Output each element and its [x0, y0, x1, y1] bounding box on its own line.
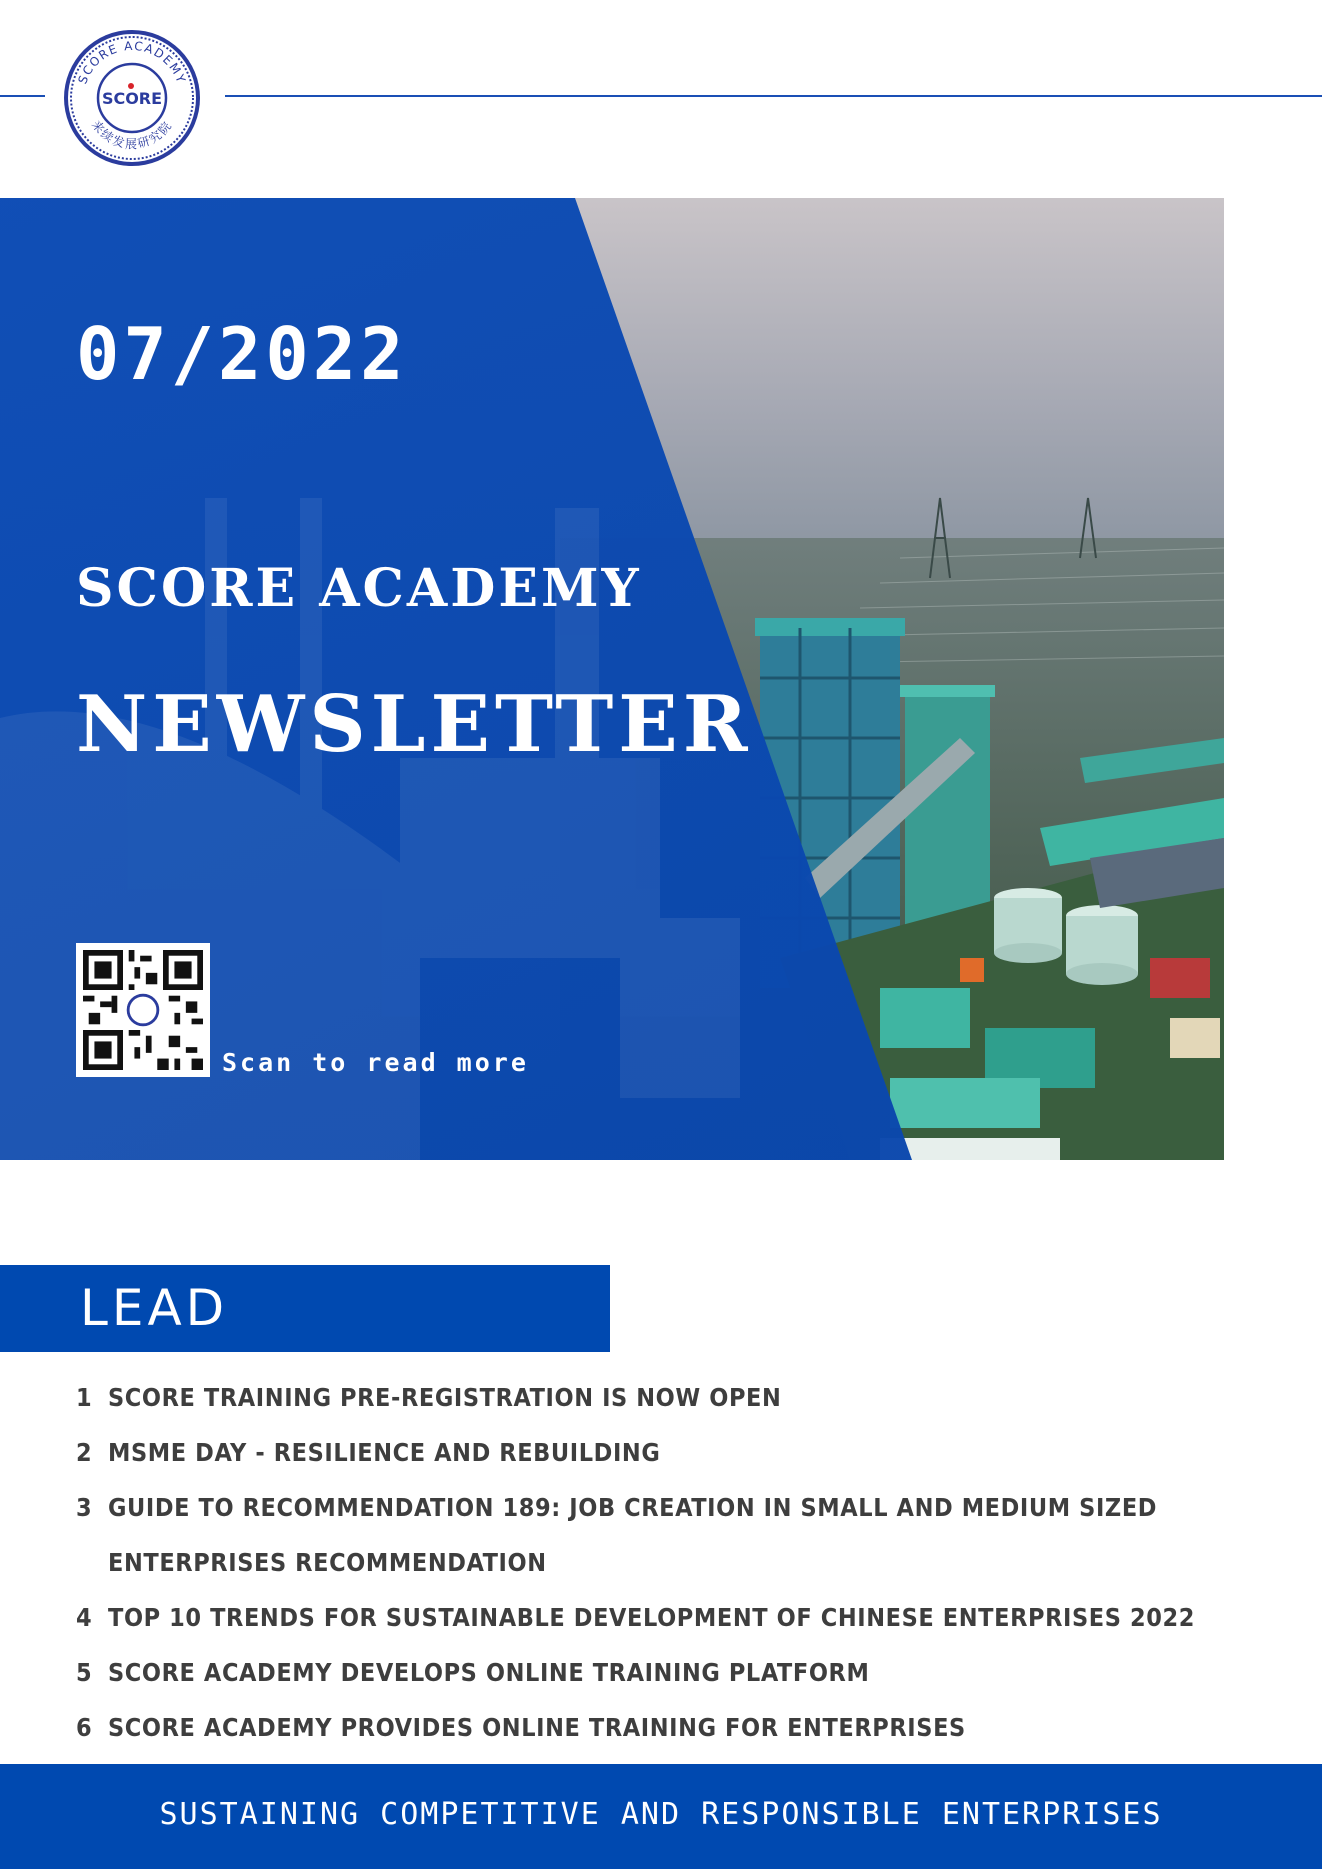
footer-banner: [0, 1764, 1322, 1869]
lead-item-3[interactable]: [76, 1480, 1286, 1590]
lead-item-6[interactable]: [76, 1700, 1286, 1755]
lead-item-number: 3: [76, 1493, 93, 1522]
hero-banner: [0, 198, 1224, 1160]
issue-date: 07/2022: [76, 312, 408, 396]
header-rule-left: [0, 95, 45, 97]
logo-ring-text: SCORE ACADEMY: [75, 38, 189, 86]
lead-item-5[interactable]: [76, 1645, 1286, 1700]
qr-code[interactable]: [76, 943, 210, 1077]
lead-item-2[interactable]: [76, 1425, 1286, 1480]
scan-to-read-text: Scan to read more: [222, 1048, 529, 1077]
score-academy-logo: [62, 28, 202, 168]
lead-item-number: 2: [76, 1438, 93, 1467]
logo-center-text: SCORE: [101, 89, 163, 108]
logo-chinese-text: 来续发展研究院: [88, 117, 176, 151]
header-rule-right: [225, 95, 1322, 97]
footer-tagline: SUSTAINING COMPETITIVE AND RESPONSIBLE ENTERPRISES: [159, 1797, 1163, 1832]
newsletter-title: NEWSLETTER: [76, 679, 753, 770]
lead-item-number: 4: [76, 1603, 93, 1632]
lead-item-title: TOP 10 TRENDS FOR SUSTAINABLE DEVELOPMENT OF CHINESE ENTERPRISES 2022: [108, 1603, 1195, 1632]
lead-item-4[interactable]: [76, 1590, 1286, 1645]
lead-item-number: 6: [76, 1713, 93, 1742]
lead-item-title: GUIDE TO RECOMMENDATION 189: JOB CREATION IN SMALL AND MEDIUM SIZED ENTERPRISES RECOMMENDATION: [108, 1493, 1158, 1577]
lead-item-number: 1: [76, 1383, 93, 1412]
lead-section-header: [0, 1265, 610, 1352]
qr-code-icon: [83, 950, 203, 1070]
lead-item-title: SCORE ACADEMY PROVIDES ONLINE TRAINING FOR ENTERPRISES: [108, 1713, 966, 1742]
lead-item-title: MSME DAY - RESILIENCE AND REBUILDING: [108, 1438, 661, 1467]
lead-item-number: 5: [76, 1658, 93, 1687]
lead-item-title: SCORE ACADEMY DEVELOPS ONLINE TRAINING PLATFORM: [108, 1658, 870, 1687]
academy-title: SCORE ACADEMY: [76, 558, 642, 619]
lead-article-list: [76, 1370, 1286, 1755]
lead-item-title: SCORE TRAINING PRE-REGISTRATION IS NOW OPEN: [108, 1383, 782, 1412]
lead-item-1[interactable]: [76, 1370, 1286, 1425]
lead-label: LEAD: [80, 1279, 229, 1337]
logo-figure-icon: [128, 83, 134, 89]
